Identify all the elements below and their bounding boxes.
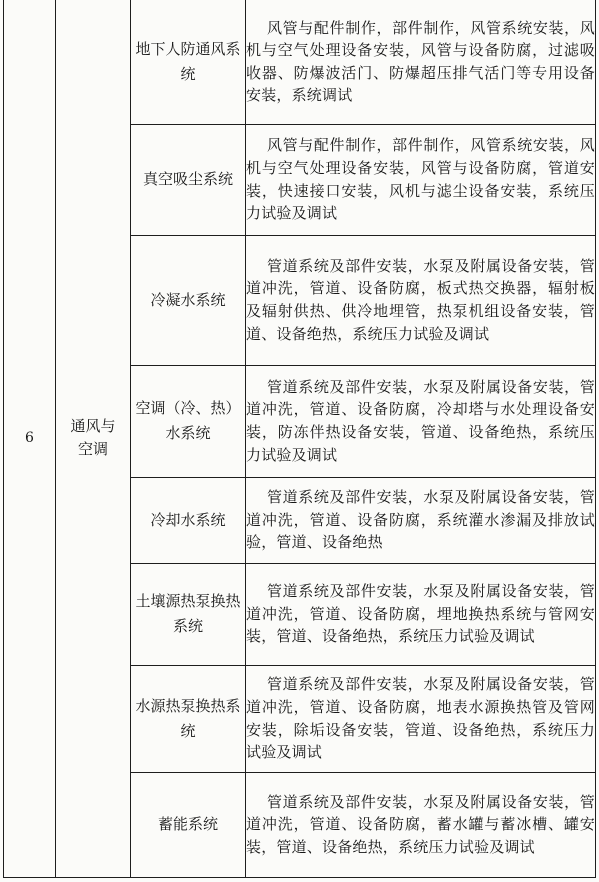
system-content: 管道系统及部件安装，水泵及附属设备安装，管道冲洗，管道、设备防腐，系统灌水渗漏及排放试验，管道、设备绝热 xyxy=(246,477,596,563)
group-name-label: 通风与空调 xyxy=(70,417,116,459)
system-content: 管道系统及部件安装，水泵及附属设备安装，管道冲洗，管道、设备防腐，板式热交换器，辐射板及辐射供热、供冷地埋管，热泵机组设备安装，管道、设备绝热，系统压力试验及调试 xyxy=(246,235,596,365)
system-name: 真空吸尘系统 xyxy=(131,124,246,235)
system-content: 管道系统及部件安装，水泵及附属设备安装，管道冲洗，管道、设备防腐，冷却塔与水处理设备安装，防冻伴热设备安装，管道、设备绝热，系统压力试验及调试 xyxy=(246,365,596,477)
system-content: 风管与配件制作，部件制作，风管系统安装，风机与空气处理设备安装，风管与设备防腐，管道安装，快速接口安装，风机与滤尘设备安装，系统压力试验及调试 xyxy=(246,124,596,235)
subdivision-table xyxy=(3,0,596,878)
system-name: 土壤源热泵换热系统 xyxy=(131,563,246,665)
system-name: 地下人防通风系统 xyxy=(131,0,246,124)
system-name: 空调（冷、热）水系统 xyxy=(131,365,246,477)
group-name xyxy=(56,0,131,877)
system-content: 风管与配件制作，部件制作，风管系统安装，风机与空气处理设备安装，风管与设备防腐，过滤吸收器、防爆波活门、防爆超压排气活门等专用设备安装，系统调试 xyxy=(246,0,596,124)
system-content: 管道系统及部件安装，水泵及附属设备安装，管道冲洗，管道、设备防腐，蓄水罐与蓄冰槽、罐安装，管道、设备绝热，系统压力试验及调试 xyxy=(246,772,596,877)
system-name: 蓄能系统 xyxy=(131,772,246,877)
system-name: 水源热泵换热系统 xyxy=(131,665,246,772)
system-content: 管道系统及部件安装，水泵及附属设备安装，管道冲洗，管道、设备防腐，埋地换热系统与管网安装，管道、设备绝热，系统压力试验及调试 xyxy=(246,563,596,665)
system-content: 管道系统及部件安装，水泵及附属设备安装，管道冲洗，管道、设备防腐，地表水源换热管及管网安装，除垢设备安装，管道、设备绝热，系统压力试验及调试 xyxy=(246,665,596,772)
table-row xyxy=(4,0,596,124)
system-name: 冷却水系统 xyxy=(131,477,246,563)
system-name: 冷凝水系统 xyxy=(131,235,246,365)
group-number: 6 xyxy=(4,0,56,877)
